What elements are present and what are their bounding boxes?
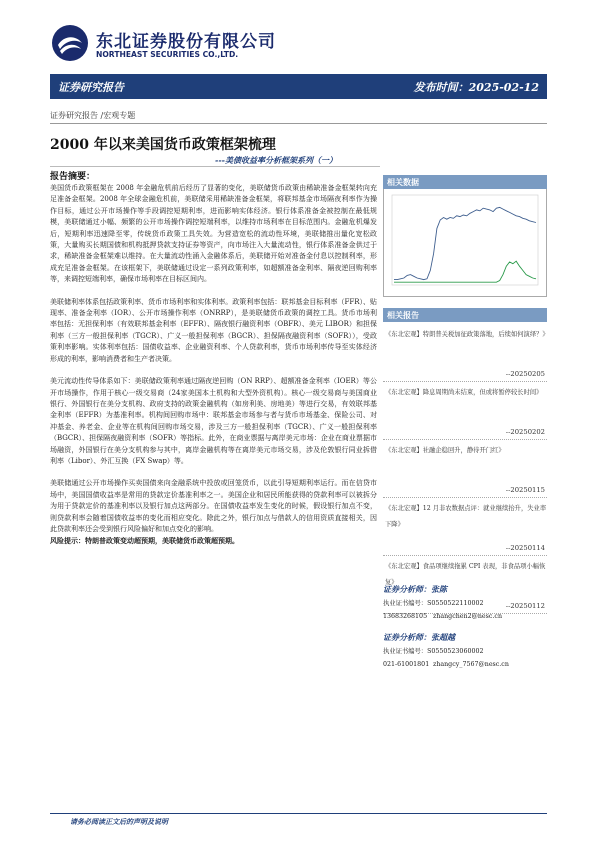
summary-paragraph: 美元流动性传导体系如下：美联储政策利率通过隔夜逆回购（ON RRP）、超额准备金利率（IOER）等公开市场操作，作用于核心一级交易商（24家美国本土机构和大型外资机构）。核心一级交易商与美国商业银行、外国银行在美分支机构、政府支持的政策金融机构（如房利美、房地美）等进行交易，有效联邦基金利率（EFFR）为基准利率。机构间回购市场中：联邦基金市场参与者与货币市场基金、保险公司、对冲基金、养老金、企业等在机构间回购市场交易，涉及三方一般担保利率（TGCR）、广义一般担保利率（BGCR）、担保隔夜融资利率（SOFR）等指标。此外，在商业票据与离岸美元市场：企业在商业票据市场融资，外国银行在美分支机构参与其中，离岸金融机构等在离岸美元市场交易，涉及伦敦银行同业拆借利率（Libor）、外汇互换（FX Swap）等。 bbox=[50, 377, 377, 465]
related-report-date: --20250115 bbox=[505, 486, 545, 494]
related-report-item[interactable] bbox=[383, 382, 547, 440]
risk-warning: 风险提示：特朗普政策变动超预期，美联储货币政策超预期。 bbox=[50, 536, 239, 546]
breadcrumb: 证券研究报告 /宏观专题 bbox=[50, 111, 136, 120]
related-report-title[interactable]: 《东北宏观】12 月非农数据点评：就业继续抬升，失业率下降》 bbox=[385, 505, 547, 528]
related-report-title[interactable]: 《东北宏观】社融企稳回升，静待开门红》 bbox=[385, 447, 505, 454]
related-reports-list bbox=[383, 324, 547, 614]
analyst-name: 张超越 bbox=[431, 632, 455, 642]
summary-paragraph: 美联储通过公开市场操作买卖国债来向金融系统中投放或回笼货币，以此引导短期利率运行。而在信贷市场中，美国国债收益率是常用的贷款定价基准利率之一。美国企业和居民所能获得的贷款利率可以被拆分为用于贷款定价的基准利率以及银行加点这两部分。在国债收益率发生变化的时候，假设银行加点不变，则贷款利率会随着国债收益率的变化而相应变化。除此之外，银行加点与借款人的信用资质直接相关，因此贷款利率还会受到银行风险偏好和加点变化的影响。 bbox=[50, 479, 377, 533]
summary-paragraph: 美联储利率体系包括政策利率、货币市场利率和实体利率。政策利率包括：联邦基金目标利率（FFR）、贴现率、准备金利率（IOR）、公开市场操作利率（ONRRP），是美联储货币政策的调控工具。货币市场利率包括：无担保利率（有效联邦基金利率（EFFR）、隔夜银行融资利率（OBFR）、美元 LIBOR）和担保利率（三方一般担保利率（TGCR）、广义一般担保利率（BGCR）、担保隔夜融资利率（SOFR）），受政策利率影响。实体利率包括：国债收益率、企业融资利率、个人贷款利率，货币市场利率传导至实体经济形成的利率，影响消费者和生产者决策。 bbox=[50, 297, 377, 363]
footer-disclaimer[interactable]: 请务必阅读正文后的声明及说明 bbox=[70, 817, 168, 826]
company-logo bbox=[50, 23, 276, 65]
related-report-date: --20250112 bbox=[505, 602, 545, 610]
analyst-role: 证券分析师： bbox=[383, 632, 431, 642]
page-subtitle: ---美债收益率分析框架系列（一） bbox=[215, 155, 337, 165]
related-report-item[interactable] bbox=[383, 324, 547, 382]
northeast-securities-logo-icon bbox=[50, 23, 90, 63]
analyst-block bbox=[383, 631, 547, 671]
chart-plot-area bbox=[392, 195, 538, 285]
publish-time: 发布时间：2025-02-12 bbox=[413, 81, 539, 94]
divider bbox=[50, 166, 380, 167]
analyst-phone: 021-61001801 bbox=[383, 661, 430, 668]
related-data-heading: 相关数据 bbox=[383, 175, 547, 189]
footer-divider bbox=[50, 813, 547, 814]
related-report-title[interactable]: 《东北宏观】食品项继续拖累 CPI 表现，非食品项小幅恢复》 bbox=[385, 563, 546, 586]
report-header-bar bbox=[50, 74, 547, 99]
related-reports-heading: 相关报告 bbox=[383, 308, 547, 322]
cert-label: 执业证书编号： bbox=[383, 648, 428, 655]
chart-series-line-1 bbox=[394, 207, 536, 279]
related-report-date: --20250114 bbox=[505, 544, 545, 552]
related-report-title[interactable]: 《东北宏观】特朗普关税加征政策落地，后续如何演绎？》 bbox=[385, 331, 549, 338]
summary-paragraph: 美国货币政策框架在 2008 年金融危机前后经历了显著的变化，美联储货币政策由稀缺准备金框架转向充足准备金框架。2008 年全球金融危机前，美联储采用稀缺准备金框架，将联邦基金市场隔夜利率作为操作目标，通过公开市场操作等手段调控短期利率，进而影响实体经济。银行体系准备金被控制在最低规模，美联储通过小幅、频繁的公开市场操作调控短端利率，以维持市场利率在目标范围内。金融危机爆发后，短期利率迅速降至零，传统货币政策工具失效。为营造宽松的流动性环境，美联储推出量化宽松政策，大量购买长期国债和机构抵押贷款支持证券等资产，向市场注入大量流动性，银行体系准备金供过于求，稀缺准备金框架难以维持。在大量流动性涌入金融体系后，美联储开始对准备金付息以控制利率，形成充足准备金框架。在该框架下，美联储通过设定一系列政策利率，如超额准备金利率、隔夜逆回购利率等，来调控短端利率，确保市场利率在目标区间内。 bbox=[50, 184, 377, 284]
report-type: 证券研究报告 bbox=[58, 81, 124, 94]
chart-series-line-2 bbox=[394, 261, 536, 282]
analyst-name: 张陈 bbox=[431, 584, 447, 594]
summary-heading: 报告摘要： bbox=[50, 172, 96, 182]
analyst-role: 证券分析师： bbox=[383, 584, 431, 594]
cert-number: S0550522110002 bbox=[427, 600, 484, 607]
cert-number: S0550523060002 bbox=[427, 648, 484, 655]
page-title: 2000 年以来美国货币政策框架梳理 bbox=[50, 137, 276, 153]
analyst-email[interactable]: zhangchen2@nesc.cn bbox=[433, 613, 503, 620]
analyst-email[interactable]: zhangcy_7567@nesc.cn bbox=[433, 661, 509, 668]
analyst-phone: 13683268105 bbox=[383, 613, 428, 620]
related-report-item[interactable] bbox=[383, 498, 547, 556]
summary-body bbox=[50, 183, 377, 547]
divider bbox=[50, 123, 547, 124]
related-report-date: --20250202 bbox=[505, 428, 545, 436]
cert-label: 执业证书编号： bbox=[383, 600, 428, 607]
company-name-en: NORTHEAST SECURITIES CO.,LTD. bbox=[96, 50, 239, 59]
analyst-block bbox=[383, 583, 547, 623]
company-name-cn: 东北证券股份有限公司 bbox=[96, 32, 276, 52]
related-report-title[interactable]: 《东北宏观】降息周期尚未结束，但或将暂停较长时间》 bbox=[385, 389, 543, 396]
related-report-item[interactable] bbox=[383, 440, 547, 498]
related-data-chart bbox=[388, 193, 542, 293]
related-report-date: --20250205 bbox=[505, 370, 545, 378]
